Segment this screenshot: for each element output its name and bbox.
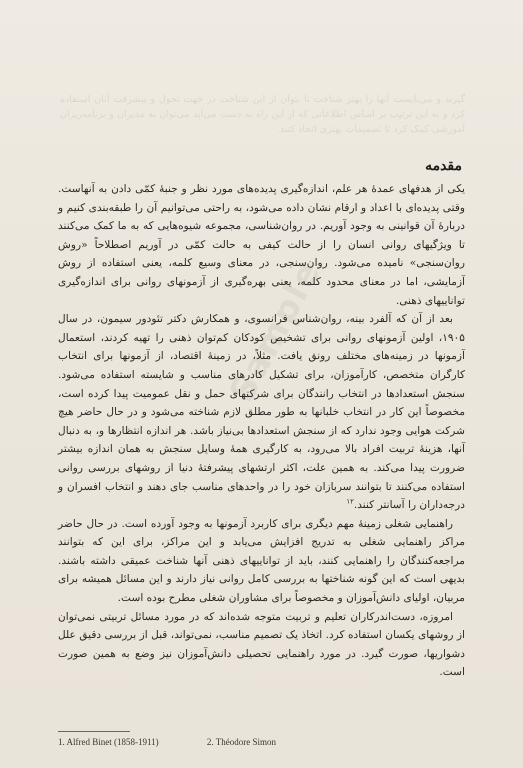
paragraph-2-text: بعد از آن که آلفرد بینه، روان‌شناس فرانسوی، و همکارش دکتر تئودور سیمون، در سال ۱۹۰۵، اولین آزمونهای روانی برای تشخیص کودکان کم‌توان ذهنی را تهیه کردند، استعمال آزمونها در زمینه‌های مختلف رونق یافت. مثلاً، در زمینهٔ اقتصاد، از آزمونها برای انتخاب کارگران متخصص، کارآموزان، برای تشکیل کادرهای مناسب و شایسته استفاده می‌شود. سنجش استعدادها در انتخاب رانندگان برای شرکتهای حمل و نقل عمومیت پیدا کرده است، مخصوصاً این کار در انتخاب خلبانها به طور مطلق لازم شناخته می‌شود و در حال حاضر هیچ شرکت هوایی وجود ندارد که از سنجش استعدادها بی‌نیاز باشد. هر اندازه انتظارها و، به دنبال آنها، هزینهٔ تربیت افراد بالا می‌رود، به کارگیری همهٔ وسایل سنجش به همان اندازه بیشتر ضرورت پیدا می‌کند. به همین علت، اکثر ارتشهای پیشرفتهٔ دنیا از روشهای بررسی روانی استفاده می‌کنند تا بتوانند سربازان خود را در واحدهای مناسب جای دهند و انتخاب افسران و درجه‌داران را آسانتر کنند. <box>58 313 465 512</box>
paragraph-2 <box>58 310 465 515</box>
footnote-2: 2. Théodore Simon <box>206 737 276 747</box>
footnote-separator <box>58 731 130 732</box>
footnote-1: 1. Alfred Binet (1858-1911) <box>58 737 159 747</box>
section-heading: مقدمه <box>425 158 462 174</box>
watermark: Sample <box>221 254 330 409</box>
footnote-mark-2: ۲ <box>350 497 354 506</box>
paragraph-3: راهنمایی شغلی زمینهٔ مهم دیگری برای کاربرد آزمونها به وجود آورده است. در حال حاضر مراکز راهنمایی شغلی به تدریج افزایش می‌یابد و این مراکز، برای این که بتوانند مراجعه‌کنندگان را راهنمایی کنند، باید از تواناییهای ذهنی آنها شناخت عمیقی داشته باشند. بدیهی است که این گونه شناختها به بررسی کامل روانی نیاز دارند و این مسائل همیشه برای مربیان، اولیای دانش‌آموزان و مخصوصاً برای مشاوران شغلی مطرح بوده است. <box>58 517 465 605</box>
bleed-through-text: گیرند و می‌بایست آنها را بهتر شناخت تا بتوان از این شناخت در جهت تحول و پیشرفت آنان استفاده کرد و به این ترتیب بر اساس اطلاعاتی که از این راه به دست می‌آید می‌توان به مدیران و برنامه‌ریزان آموزشی کمک کرد تا تصمیمات بهتری اتخاذ کنند. <box>60 94 465 135</box>
paragraph-4: امروزه، دست‌اندرکاران تعلیم و تربیت متوجه شده‌اند که در مورد مسائل تربیتی نمی‌توان از روشهای یکسان استفاده کرد. اتخاذ یک تصمیم مناسب، نمی‌تواند، قبل از بررسی دقیق علل دشواریها، صورت گیرد. در مورد راهنمایی تحصیلی دانش‌آموزان نیز وضع به همین صورت است. <box>58 610 465 679</box>
body-text <box>58 180 465 682</box>
footnote-mark-1: ۱ <box>346 497 351 506</box>
paragraph-1: یکی از هدفهای عمدهٔ هر علم، اندازه‌گیری پدیده‌های مورد نظر و جنبهٔ کمّی دادن به آنهاست. وقتی پدیده‌ای با اعداد و ارقام نشان داده می‌شود، به راحتی می‌توانیم آن را طبقه‌بندی کنیم و دربارهٔ آن قوانینی به وجود آوریم. در روان‌شناسی، مجموعه شیوه‌هایی که به ما کمک می‌کنند تا ویژگیهای روانی انسان را از حالت کیفی به حالت کمّی در آوریم اصطلاحاً «روش روان‌سنجی» نامیده می‌شود. روان‌سنجی، در معنای وسیع کلمه، یعنی استفاده از روش آزمایشی، اما در معنای محدود کلمه، یعنی بهره‌گیری از آزمونهای روانی برای اندازه‌گیری تواناییهای ذهنی. <box>58 183 465 307</box>
footnotes <box>58 737 465 747</box>
